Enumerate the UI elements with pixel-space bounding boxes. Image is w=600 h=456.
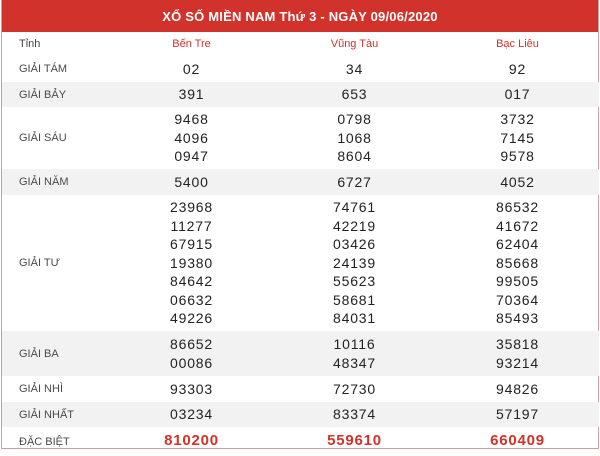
result-number: 0947 (174, 148, 209, 165)
result-number: 6727 (337, 173, 372, 190)
province-label-header: Tỉnh (19, 38, 41, 50)
table-row-prize-8 (2, 56, 599, 82)
result-number: 93303 (170, 380, 213, 397)
result-number: 03234 (170, 406, 213, 423)
prize-7-cell (110, 82, 273, 107)
result-number: 49226 (170, 310, 213, 327)
result-number: 84642 (170, 273, 213, 290)
result-number: 74761 (333, 199, 376, 216)
result-number: 9578 (500, 148, 535, 165)
table-header-row (2, 32, 599, 56)
result-number: 4096 (174, 129, 209, 146)
prize-2-cell (436, 376, 599, 402)
result-number: 8604 (337, 148, 372, 165)
result-number: 85668 (496, 254, 539, 271)
prize-7-cell (436, 82, 599, 107)
table-row-prize-3 (2, 331, 599, 376)
result-number: 0798 (337, 111, 372, 128)
prize-6-cell (110, 107, 273, 169)
result-number: 7145 (500, 129, 535, 146)
result-number: 85493 (496, 310, 539, 327)
prize-3-cell (436, 331, 599, 376)
prize-1-label: GIẢI NHẤT (2, 402, 110, 427)
prize-special-cell (436, 427, 599, 456)
result-number: 92 (508, 60, 527, 77)
result-number: 84031 (333, 310, 376, 327)
table-row-prize-7 (2, 82, 599, 107)
result-number: 86652 (170, 336, 213, 352)
result-number: 70364 (496, 291, 539, 308)
prize-5-cell (110, 169, 273, 195)
prize-6-cell (273, 107, 436, 169)
prize-3-cell (110, 331, 273, 376)
prize-7-label: GIẢI BẢY (2, 82, 110, 107)
results-table (2, 32, 599, 456)
province-bac-lieu[interactable]: Bạc Liêu (496, 38, 539, 50)
result-number: 810200 (164, 432, 219, 450)
table-row-prize-1 (2, 402, 599, 427)
result-number: 11277 (170, 217, 213, 234)
province-vung-tau[interactable]: Vũng Tàu (330, 38, 379, 50)
prize-5-cell (273, 169, 436, 195)
result-number: 62404 (496, 236, 539, 253)
results-panel (1, 0, 599, 449)
prize-7-cell (273, 82, 436, 107)
prize-1-cell (436, 402, 599, 427)
prize-1-cell (110, 402, 273, 427)
prize-6-label: GIẢI SÁU (19, 132, 67, 144)
table-row-prize-2 (2, 376, 599, 402)
prize-2-cell (273, 376, 436, 402)
prize-4-cell (436, 195, 599, 331)
table-row-prize-special (2, 427, 599, 456)
result-number: 391 (178, 86, 205, 103)
result-number: 3732 (500, 111, 535, 128)
result-number: 24139 (333, 254, 376, 271)
result-number: 67915 (170, 236, 213, 253)
prize-8-label: GIẢI TÁM (19, 63, 68, 75)
province-ben-tre[interactable]: Bến Tre (172, 38, 211, 50)
result-number: 93214 (496, 354, 539, 371)
result-number: 94826 (496, 380, 539, 397)
prize-8-cell (436, 56, 599, 82)
result-number: 653 (341, 86, 368, 103)
result-number: 41672 (496, 217, 539, 234)
result-number: 42219 (333, 217, 376, 234)
result-number: 57197 (496, 406, 539, 423)
prize-4-label: GIẢI TƯ (19, 257, 60, 269)
prize-2-cell (110, 376, 273, 402)
result-number: 4052 (500, 173, 535, 190)
prize-5-label: GIẢI NĂM (2, 169, 110, 195)
table-row-prize-4 (2, 195, 599, 331)
result-number: 23968 (170, 199, 213, 216)
table-row-prize-6 (2, 107, 599, 169)
prize-2-label: GIẢI NHÌ (19, 383, 64, 395)
prize-special-label: ĐẶC BIỆT (19, 435, 70, 448)
result-number: 55623 (333, 273, 376, 290)
prize-special-cell (110, 427, 273, 456)
result-number: 660409 (490, 432, 545, 450)
prize-4-cell (110, 195, 273, 331)
result-number: 58681 (333, 291, 376, 308)
result-number: 99505 (496, 273, 539, 290)
prize-4-cell (273, 195, 436, 331)
prize-3-cell (273, 331, 436, 376)
prize-special-cell (273, 427, 436, 456)
result-number: 10116 (333, 336, 376, 352)
prize-3-label: GIẢI BA (2, 331, 110, 376)
results-title: XỔ SỐ MIỀN NAM Thứ 3 - NGÀY 09/06/2020 (2, 0, 598, 32)
result-number: 1068 (337, 129, 372, 146)
prize-1-cell (273, 402, 436, 427)
result-number: 48347 (333, 354, 376, 371)
result-number: 19380 (170, 254, 213, 271)
result-number: 72730 (333, 380, 376, 397)
result-number: 559610 (327, 432, 382, 450)
table-row-prize-5 (2, 169, 599, 195)
result-number: 86532 (496, 199, 539, 216)
prize-8-cell (273, 56, 436, 82)
prize-6-cell (436, 107, 599, 169)
result-number: 5400 (174, 173, 209, 190)
prize-5-cell (436, 169, 599, 195)
result-number: 03426 (333, 236, 376, 253)
result-number: 017 (504, 86, 531, 103)
prize-8-cell (110, 56, 273, 82)
result-number: 06632 (170, 291, 213, 308)
result-number: 02 (182, 60, 201, 77)
result-number: 00086 (170, 354, 213, 371)
result-number: 83374 (333, 406, 376, 423)
result-number: 35818 (496, 336, 539, 352)
result-number: 9468 (174, 111, 209, 128)
result-number: 34 (345, 60, 364, 77)
